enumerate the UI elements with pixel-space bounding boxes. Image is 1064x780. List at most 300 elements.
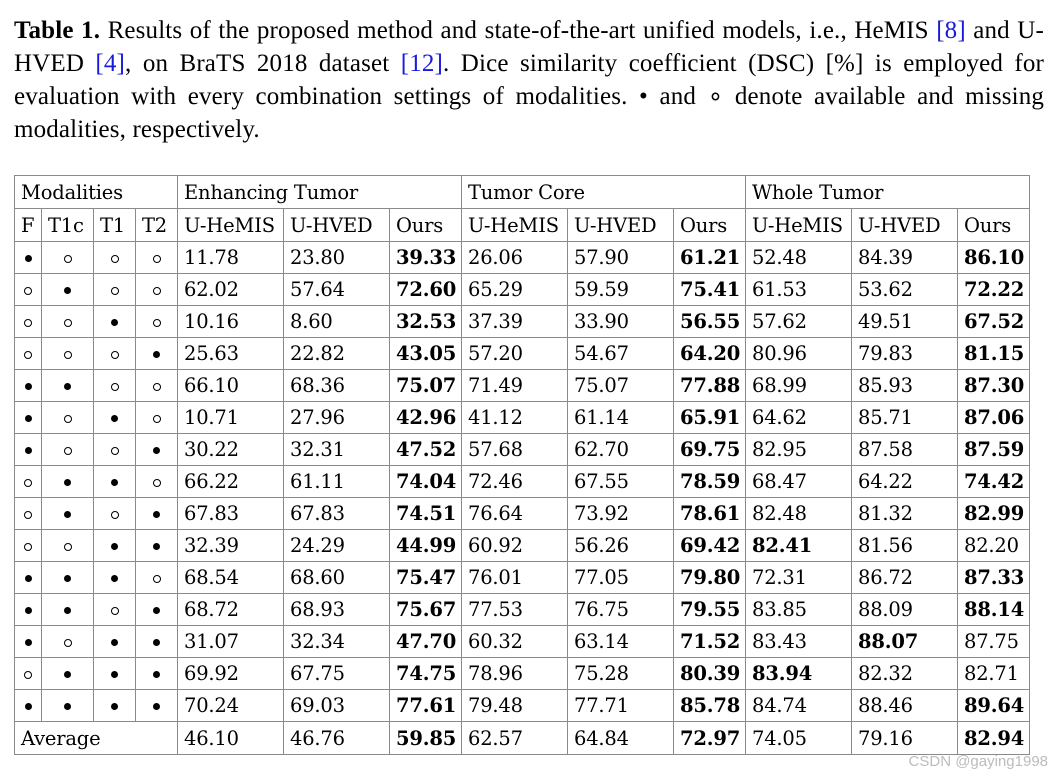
hollow-dot-icon — [24, 479, 32, 487]
column-header: U-HVED — [852, 209, 958, 242]
group-header-enhancing-tumor: Enhancing Tumor — [178, 176, 462, 209]
modality-available-cell — [94, 690, 136, 722]
table-row — [15, 274, 1030, 306]
modality-available-cell — [15, 242, 42, 274]
dsc-value-cell: 77.53 — [462, 594, 568, 626]
modality-missing-cell — [94, 370, 136, 402]
column-header: U-HVED — [284, 209, 390, 242]
dsc-value-cell: 82.95 — [746, 434, 852, 466]
modality-available-cell — [94, 562, 136, 594]
filled-dot-icon — [153, 447, 160, 454]
hollow-dot-icon — [64, 447, 72, 455]
dsc-value-cell: 49.51 — [852, 306, 958, 338]
dsc-value-cell: 26.06 — [462, 242, 568, 274]
hollow-dot-icon — [24, 319, 32, 327]
dsc-value-cell: 75.28 — [568, 658, 674, 690]
filled-dot-icon — [153, 703, 160, 710]
dsc-value-cell: 81.32 — [852, 498, 958, 530]
hollow-dot-icon — [111, 255, 119, 263]
dsc-value-cell: 11.78 — [178, 242, 284, 274]
modality-missing-cell — [136, 306, 178, 338]
filled-dot-icon — [64, 575, 71, 582]
citation-link[interactable]: [12] — [400, 50, 444, 77]
results-table — [14, 175, 1030, 755]
hollow-dot-icon — [24, 543, 32, 551]
column-header: U-HVED — [568, 209, 674, 242]
dsc-value-cell: 87.33 — [958, 562, 1030, 594]
hollow-dot-icon — [153, 255, 161, 263]
modality-missing-cell — [15, 498, 42, 530]
column-header: U-HeMIS — [178, 209, 284, 242]
dsc-value-cell: 86.72 — [852, 562, 958, 594]
dsc-value-cell: 54.67 — [568, 338, 674, 370]
filled-dot-icon — [111, 639, 118, 646]
hollow-dot-icon — [24, 351, 32, 359]
hollow-dot-icon — [111, 447, 119, 455]
dsc-value-cell: 87.58 — [852, 434, 958, 466]
modality-available-cell — [136, 530, 178, 562]
filled-dot-icon — [153, 511, 160, 518]
dsc-value-cell: 47.70 — [390, 626, 462, 658]
hollow-dot-icon — [153, 415, 161, 423]
dsc-value-cell: 68.72 — [178, 594, 284, 626]
dsc-value-cell: 66.10 — [178, 370, 284, 402]
dsc-value-cell: 87.06 — [958, 402, 1030, 434]
modality-missing-cell — [136, 274, 178, 306]
dsc-value-cell: 56.26 — [568, 530, 674, 562]
filled-dot-icon — [25, 255, 32, 262]
dsc-value-cell: 81.56 — [852, 530, 958, 562]
table-row — [15, 530, 1030, 562]
average-row — [15, 722, 1030, 755]
table-row — [15, 562, 1030, 594]
dsc-value-cell: 77.88 — [674, 370, 746, 402]
dsc-value-cell: 72.60 — [390, 274, 462, 306]
dsc-value-cell: 67.83 — [178, 498, 284, 530]
modality-available-cell — [15, 626, 42, 658]
table-row — [15, 242, 1030, 274]
hollow-dot-icon — [64, 351, 72, 359]
hollow-dot-icon — [64, 543, 72, 551]
dsc-value-cell: 84.39 — [852, 242, 958, 274]
average-value-cell: 46.76 — [284, 722, 390, 755]
column-header: U-HeMIS — [746, 209, 852, 242]
modality-missing-cell — [94, 498, 136, 530]
dsc-value-cell: 73.92 — [568, 498, 674, 530]
dsc-value-cell: 68.99 — [746, 370, 852, 402]
dsc-value-cell: 23.80 — [284, 242, 390, 274]
filled-dot-icon — [153, 543, 160, 550]
dsc-value-cell: 74.42 — [958, 466, 1030, 498]
modality-available-cell — [42, 658, 94, 690]
dsc-value-cell: 39.33 — [390, 242, 462, 274]
dsc-value-cell: 32.34 — [284, 626, 390, 658]
table-row — [15, 626, 1030, 658]
dsc-value-cell: 67.52 — [958, 306, 1030, 338]
modality-missing-cell — [15, 338, 42, 370]
dsc-value-cell: 67.83 — [284, 498, 390, 530]
filled-dot-icon — [25, 383, 32, 390]
column-header: Ours — [390, 209, 462, 242]
dsc-value-cell: 80.39 — [674, 658, 746, 690]
hollow-dot-icon — [24, 511, 32, 519]
dsc-value-cell: 85.71 — [852, 402, 958, 434]
dsc-value-cell: 30.22 — [178, 434, 284, 466]
average-value-cell: 46.10 — [178, 722, 284, 755]
dsc-value-cell: 82.71 — [958, 658, 1030, 690]
modality-available-cell — [15, 594, 42, 626]
filled-dot-icon — [25, 607, 32, 614]
hollow-dot-icon — [64, 255, 72, 263]
filled-dot-icon — [111, 415, 118, 422]
hollow-dot-icon — [153, 479, 161, 487]
dsc-value-cell: 68.60 — [284, 562, 390, 594]
dsc-value-cell: 68.36 — [284, 370, 390, 402]
hollow-dot-icon — [111, 607, 119, 615]
dsc-value-cell: 71.49 — [462, 370, 568, 402]
average-label: Average — [15, 722, 178, 755]
dsc-value-cell: 10.71 — [178, 402, 284, 434]
dsc-value-cell: 64.22 — [852, 466, 958, 498]
hollow-dot-icon — [111, 351, 119, 359]
dsc-value-cell: 75.47 — [390, 562, 462, 594]
dsc-value-cell: 60.32 — [462, 626, 568, 658]
column-header: T1 — [94, 209, 136, 242]
modality-missing-cell — [94, 242, 136, 274]
dsc-value-cell: 84.74 — [746, 690, 852, 722]
modality-available-cell — [136, 690, 178, 722]
modality-available-cell — [42, 594, 94, 626]
column-header: T1c — [42, 209, 94, 242]
hollow-dot-icon — [153, 383, 161, 391]
dsc-value-cell: 87.75 — [958, 626, 1030, 658]
table-row — [15, 658, 1030, 690]
dsc-value-cell: 33.90 — [568, 306, 674, 338]
dsc-value-cell: 72.31 — [746, 562, 852, 594]
modality-missing-cell — [94, 594, 136, 626]
modality-available-cell — [136, 498, 178, 530]
average-value-cell: 64.84 — [568, 722, 674, 755]
dsc-value-cell: 69.42 — [674, 530, 746, 562]
dsc-value-cell: 27.96 — [284, 402, 390, 434]
dsc-value-cell: 70.24 — [178, 690, 284, 722]
group-header-whole-tumor: Whole Tumor — [746, 176, 1030, 209]
dsc-value-cell: 62.70 — [568, 434, 674, 466]
dsc-value-cell: 68.47 — [746, 466, 852, 498]
dsc-value-cell: 69.03 — [284, 690, 390, 722]
table-row — [15, 690, 1030, 722]
modality-available-cell — [42, 466, 94, 498]
filled-dot-icon — [153, 607, 160, 614]
filled-dot-icon — [64, 287, 71, 294]
filled-dot-icon — [25, 447, 32, 454]
dsc-value-cell: 88.09 — [852, 594, 958, 626]
modality-available-cell — [15, 690, 42, 722]
dsc-value-cell: 74.51 — [390, 498, 462, 530]
average-value-cell: 62.57 — [462, 722, 568, 755]
table-row — [15, 498, 1030, 530]
modality-available-cell — [15, 370, 42, 402]
modality-missing-cell — [42, 530, 94, 562]
dsc-value-cell: 79.55 — [674, 594, 746, 626]
filled-dot-icon — [64, 383, 71, 390]
dsc-value-cell: 22.82 — [284, 338, 390, 370]
dsc-value-cell: 82.48 — [746, 498, 852, 530]
dsc-value-cell: 56.55 — [674, 306, 746, 338]
dsc-value-cell: 79.48 — [462, 690, 568, 722]
table-caption — [14, 14, 1044, 146]
average-value-cell: 82.94 — [958, 722, 1030, 755]
dsc-value-cell: 67.75 — [284, 658, 390, 690]
modality-available-cell — [42, 274, 94, 306]
dsc-value-cell: 32.39 — [178, 530, 284, 562]
group-header-modalities: Modalities — [15, 176, 178, 209]
dsc-value-cell: 69.92 — [178, 658, 284, 690]
dsc-value-cell: 82.99 — [958, 498, 1030, 530]
dsc-value-cell: 71.52 — [674, 626, 746, 658]
dsc-value-cell: 88.46 — [852, 690, 958, 722]
filled-dot-icon — [153, 351, 160, 358]
modality-missing-cell — [15, 466, 42, 498]
dsc-value-cell: 77.61 — [390, 690, 462, 722]
dsc-value-cell: 80.96 — [746, 338, 852, 370]
caption-label: Table 1. — [14, 17, 101, 44]
dsc-value-cell: 81.15 — [958, 338, 1030, 370]
dsc-value-cell: 76.64 — [462, 498, 568, 530]
modality-available-cell — [136, 434, 178, 466]
dsc-value-cell: 59.59 — [568, 274, 674, 306]
group-header-tumor-core: Tumor Core — [462, 176, 746, 209]
dsc-value-cell: 72.46 — [462, 466, 568, 498]
modality-missing-cell — [136, 402, 178, 434]
dsc-value-cell: 8.60 — [284, 306, 390, 338]
column-header: Ours — [958, 209, 1030, 242]
modality-missing-cell — [136, 242, 178, 274]
filled-dot-icon — [111, 575, 118, 582]
dsc-value-cell: 10.16 — [178, 306, 284, 338]
filled-dot-icon — [25, 703, 32, 710]
hollow-dot-icon — [111, 383, 119, 391]
dsc-value-cell: 74.04 — [390, 466, 462, 498]
dsc-value-cell: 57.90 — [568, 242, 674, 274]
dsc-value-cell: 32.53 — [390, 306, 462, 338]
dsc-value-cell: 60.92 — [462, 530, 568, 562]
caption-text: and U-HVED — [14, 17, 1044, 77]
dsc-value-cell: 42.96 — [390, 402, 462, 434]
dsc-value-cell: 64.62 — [746, 402, 852, 434]
column-header: U-HeMIS — [462, 209, 568, 242]
dsc-value-cell: 82.20 — [958, 530, 1030, 562]
dsc-value-cell: 76.75 — [568, 594, 674, 626]
citation-link[interactable]: [4] — [95, 50, 126, 77]
column-header: T2 — [136, 209, 178, 242]
dsc-value-cell: 88.14 — [958, 594, 1030, 626]
sub-header-row — [15, 209, 1030, 242]
table-row — [15, 594, 1030, 626]
dsc-value-cell: 57.20 — [462, 338, 568, 370]
filled-dot-icon — [111, 671, 118, 678]
dsc-value-cell: 72.22 — [958, 274, 1030, 306]
dsc-value-cell: 53.62 — [852, 274, 958, 306]
filled-dot-icon — [111, 703, 118, 710]
filled-dot-icon — [111, 479, 118, 486]
caption-text: , on BraTS 2018 dataset — [125, 50, 401, 77]
dsc-value-cell: 85.78 — [674, 690, 746, 722]
dsc-value-cell: 79.83 — [852, 338, 958, 370]
dsc-value-cell: 67.55 — [568, 466, 674, 498]
average-value-cell: 59.85 — [390, 722, 462, 755]
filled-dot-icon — [64, 479, 71, 486]
modality-missing-cell — [136, 562, 178, 594]
dsc-value-cell: 66.22 — [178, 466, 284, 498]
average-value-cell: 74.05 — [746, 722, 852, 755]
dsc-value-cell: 75.67 — [390, 594, 462, 626]
dsc-value-cell: 88.07 — [852, 626, 958, 658]
caption-text: denote available and missing modalities, respectively. — [14, 83, 1044, 143]
dsc-value-cell: 75.41 — [674, 274, 746, 306]
dsc-value-cell: 32.31 — [284, 434, 390, 466]
filled-dot-icon — [25, 415, 32, 422]
filled-dot-icon — [64, 703, 71, 710]
dsc-value-cell: 31.07 — [178, 626, 284, 658]
dsc-value-cell: 83.94 — [746, 658, 852, 690]
hollow-dot-icon — [111, 287, 119, 295]
hollow-dot-icon — [64, 639, 72, 647]
modality-missing-cell — [42, 338, 94, 370]
filled-dot-icon — [64, 607, 71, 614]
modality-missing-cell — [136, 370, 178, 402]
modality-available-cell — [42, 690, 94, 722]
dsc-value-cell: 77.05 — [568, 562, 674, 594]
dsc-value-cell: 77.71 — [568, 690, 674, 722]
modality-available-cell — [94, 626, 136, 658]
filled-dot-icon — [64, 511, 71, 518]
dsc-value-cell: 68.93 — [284, 594, 390, 626]
dsc-value-cell: 75.07 — [568, 370, 674, 402]
dsc-value-cell: 57.68 — [462, 434, 568, 466]
modality-available-cell — [42, 562, 94, 594]
filled-dot-icon — [153, 639, 160, 646]
watermark: CSDN @gaying1998 — [908, 753, 1048, 770]
dsc-value-cell: 82.41 — [746, 530, 852, 562]
modality-available-cell — [94, 402, 136, 434]
modality-missing-cell — [15, 306, 42, 338]
average-value-cell: 79.16 — [852, 722, 958, 755]
modality-available-cell — [136, 338, 178, 370]
hollow-dot-icon — [153, 575, 161, 583]
modality-missing-cell — [136, 466, 178, 498]
dsc-value-cell: 61.14 — [568, 402, 674, 434]
dsc-value-cell: 57.64 — [284, 274, 390, 306]
dsc-value-cell: 64.20 — [674, 338, 746, 370]
available-symbol: • — [639, 83, 648, 110]
hollow-dot-icon — [24, 671, 32, 679]
modality-missing-cell — [42, 242, 94, 274]
dsc-value-cell: 65.91 — [674, 402, 746, 434]
modality-available-cell — [94, 658, 136, 690]
dsc-value-cell: 79.80 — [674, 562, 746, 594]
modality-available-cell — [15, 434, 42, 466]
hollow-dot-icon — [64, 415, 72, 423]
dsc-value-cell: 63.14 — [568, 626, 674, 658]
dsc-value-cell: 52.48 — [746, 242, 852, 274]
modality-available-cell — [136, 594, 178, 626]
dsc-value-cell: 78.59 — [674, 466, 746, 498]
modality-missing-cell — [15, 274, 42, 306]
hollow-dot-icon — [153, 287, 161, 295]
filled-dot-icon — [64, 671, 71, 678]
modality-missing-cell — [15, 658, 42, 690]
dsc-value-cell: 62.02 — [178, 274, 284, 306]
table-row — [15, 434, 1030, 466]
dsc-value-cell: 43.05 — [390, 338, 462, 370]
modality-missing-cell — [15, 530, 42, 562]
modality-missing-cell — [42, 402, 94, 434]
dsc-value-cell: 82.32 — [852, 658, 958, 690]
modality-available-cell — [94, 306, 136, 338]
modality-missing-cell — [42, 306, 94, 338]
average-value-cell: 72.97 — [674, 722, 746, 755]
filled-dot-icon — [25, 639, 32, 646]
modality-missing-cell — [94, 338, 136, 370]
table-row — [15, 466, 1030, 498]
table-row — [15, 338, 1030, 370]
group-header-row — [15, 176, 1030, 209]
modality-missing-cell — [94, 434, 136, 466]
modality-available-cell — [42, 370, 94, 402]
modality-missing-cell — [42, 434, 94, 466]
hollow-dot-icon — [64, 319, 72, 327]
dsc-value-cell: 76.01 — [462, 562, 568, 594]
modality-available-cell — [15, 562, 42, 594]
modality-missing-cell — [94, 274, 136, 306]
dsc-value-cell: 87.30 — [958, 370, 1030, 402]
dsc-value-cell: 37.39 — [462, 306, 568, 338]
citation-link[interactable]: [8] — [936, 17, 966, 44]
modality-missing-cell — [42, 626, 94, 658]
hollow-dot-icon — [111, 511, 119, 519]
dsc-value-cell: 85.93 — [852, 370, 958, 402]
caption-text: . Dice similarity coefficient (DSC) [%] is employed for evaluation with every combination settings of modalities. — [14, 50, 1045, 110]
modality-available-cell — [136, 626, 178, 658]
modality-available-cell — [42, 498, 94, 530]
dsc-value-cell: 61.53 — [746, 274, 852, 306]
dsc-value-cell: 68.54 — [178, 562, 284, 594]
hollow-dot-icon — [153, 319, 161, 327]
dsc-value-cell: 65.29 — [462, 274, 568, 306]
dsc-value-cell: 25.63 — [178, 338, 284, 370]
dsc-value-cell: 61.21 — [674, 242, 746, 274]
dsc-value-cell: 24.29 — [284, 530, 390, 562]
dsc-value-cell: 78.61 — [674, 498, 746, 530]
dsc-value-cell: 83.85 — [746, 594, 852, 626]
filled-dot-icon — [153, 671, 160, 678]
filled-dot-icon — [25, 575, 32, 582]
filled-dot-icon — [111, 543, 118, 550]
dsc-value-cell: 41.12 — [462, 402, 568, 434]
column-header: Ours — [674, 209, 746, 242]
table-row — [15, 370, 1030, 402]
dsc-value-cell: 47.52 — [390, 434, 462, 466]
caption-text: and — [647, 83, 708, 110]
dsc-value-cell: 87.59 — [958, 434, 1030, 466]
dsc-value-cell: 69.75 — [674, 434, 746, 466]
dsc-value-cell: 75.07 — [390, 370, 462, 402]
modality-available-cell — [136, 658, 178, 690]
table-row — [15, 306, 1030, 338]
modality-available-cell — [94, 466, 136, 498]
hollow-dot-icon — [24, 287, 32, 295]
